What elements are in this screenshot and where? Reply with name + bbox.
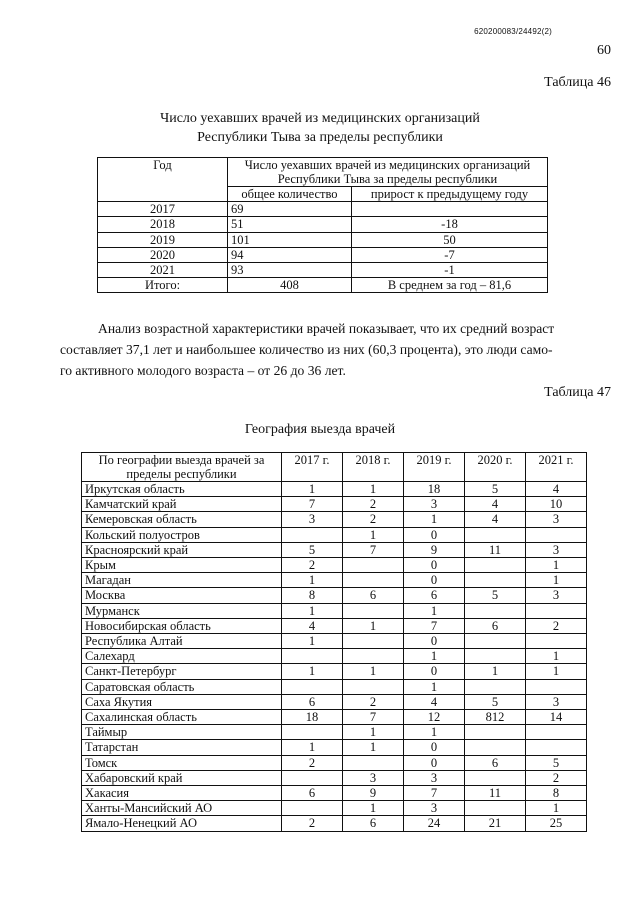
region-cell: Санкт-Петербург xyxy=(82,664,282,679)
region-cell: Саха Якутия xyxy=(82,694,282,709)
value-cell: 4 xyxy=(526,482,587,497)
region-cell: Камчатский край xyxy=(82,497,282,512)
value-cell: 6 xyxy=(282,694,343,709)
value-cell xyxy=(343,603,404,618)
value-cell: 3 xyxy=(526,542,587,557)
table-row xyxy=(82,482,587,497)
total-sum-cell: 408 xyxy=(228,278,352,293)
col-region-header: По географии выезда врачей за пределы республики xyxy=(82,453,282,482)
value-cell xyxy=(526,740,587,755)
value-cell xyxy=(465,649,526,664)
region-cell: Красноярский край xyxy=(82,542,282,557)
value-cell xyxy=(526,527,587,542)
region-cell: Татарстан xyxy=(82,740,282,755)
col-growth-header: прирост к предыдущему году xyxy=(352,187,548,202)
value-cell: 1 xyxy=(404,649,465,664)
value-cell: 11 xyxy=(465,786,526,801)
col-year-header: 2020 г. xyxy=(465,453,526,482)
value-cell: 21 xyxy=(465,816,526,831)
value-cell: 1 xyxy=(526,801,587,816)
total-cell: 101 xyxy=(228,232,352,247)
table-46-title-line2: Республики Тыва за пределы республики xyxy=(197,130,443,145)
value-cell: 1 xyxy=(404,603,465,618)
table-row xyxy=(82,725,587,740)
document-id: 620200083/24492(2) xyxy=(474,27,552,36)
value-cell: 25 xyxy=(526,816,587,831)
value-cell: 2 xyxy=(343,512,404,527)
value-cell: 10 xyxy=(526,497,587,512)
value-cell: 1 xyxy=(404,512,465,527)
value-cell: 1 xyxy=(343,527,404,542)
value-cell: 6 xyxy=(343,588,404,603)
value-cell xyxy=(465,740,526,755)
value-cell xyxy=(343,679,404,694)
table-row xyxy=(82,770,587,785)
table-row xyxy=(82,603,587,618)
value-cell: 2 xyxy=(282,755,343,770)
table-46-title xyxy=(0,109,640,147)
year-cell: 2020 xyxy=(98,247,228,262)
value-cell xyxy=(465,679,526,694)
col-year-header: 2017 г. xyxy=(282,453,343,482)
table-46-body xyxy=(98,158,548,293)
value-cell: 2 xyxy=(526,770,587,785)
region-cell: Хакасия xyxy=(82,786,282,801)
value-cell: 5 xyxy=(465,694,526,709)
value-cell: 1 xyxy=(404,725,465,740)
value-cell xyxy=(282,679,343,694)
table-47-label: Таблица 47 xyxy=(544,385,611,400)
growth-cell: -18 xyxy=(352,217,548,232)
value-cell: 24 xyxy=(404,816,465,831)
table-row xyxy=(82,634,587,649)
value-cell: 1 xyxy=(282,573,343,588)
table-47-title: География выезда врачей xyxy=(244,422,396,437)
value-cell: 3 xyxy=(404,497,465,512)
total-cell: 93 xyxy=(228,263,352,278)
region-cell: Томск xyxy=(82,755,282,770)
value-cell xyxy=(526,679,587,694)
value-cell: 1 xyxy=(343,664,404,679)
total-cell: 69 xyxy=(228,202,352,217)
value-cell: 3 xyxy=(526,694,587,709)
table-row xyxy=(82,664,587,679)
growth-cell: 50 xyxy=(352,232,548,247)
value-cell: 5 xyxy=(465,588,526,603)
value-cell: 1 xyxy=(282,664,343,679)
value-cell xyxy=(282,770,343,785)
value-cell: 18 xyxy=(282,710,343,725)
table-row xyxy=(98,202,548,217)
value-cell: 1 xyxy=(343,482,404,497)
value-cell: 1 xyxy=(343,725,404,740)
value-cell: 7 xyxy=(282,497,343,512)
value-cell: 3 xyxy=(404,770,465,785)
table-row xyxy=(82,710,587,725)
value-cell: 1 xyxy=(526,573,587,588)
value-cell xyxy=(465,527,526,542)
page-number: 60 xyxy=(597,43,611,58)
value-cell: 1 xyxy=(343,618,404,633)
col-year-header: 2021 г. xyxy=(526,453,587,482)
region-cell: Москва xyxy=(82,588,282,603)
value-cell: 0 xyxy=(404,740,465,755)
value-cell: 2 xyxy=(526,618,587,633)
value-cell: 14 xyxy=(526,710,587,725)
table-row xyxy=(82,694,587,709)
value-cell xyxy=(465,725,526,740)
region-cell: Крым xyxy=(82,558,282,573)
table-row xyxy=(82,740,587,755)
value-cell xyxy=(526,725,587,740)
value-cell: 2 xyxy=(343,694,404,709)
paragraph-line: составляет 37,1 лет и наибольшее количество из них (60,3 процента), это люди само- xyxy=(60,342,553,357)
region-cell: Салехард xyxy=(82,649,282,664)
value-cell: 1 xyxy=(404,679,465,694)
col-year-header: 2019 г. xyxy=(404,453,465,482)
table-row xyxy=(82,816,587,831)
value-cell: 5 xyxy=(465,482,526,497)
value-cell: 4 xyxy=(465,512,526,527)
value-cell: 7 xyxy=(404,786,465,801)
value-cell xyxy=(282,527,343,542)
value-cell xyxy=(343,649,404,664)
value-cell: 3 xyxy=(404,801,465,816)
total-cell: 51 xyxy=(228,217,352,232)
table-row xyxy=(82,588,587,603)
value-cell: 6 xyxy=(465,755,526,770)
value-cell: 1 xyxy=(282,634,343,649)
year-cell: 2019 xyxy=(98,232,228,247)
average-cell: В среднем за год – 81,6 xyxy=(352,278,548,293)
value-cell: 11 xyxy=(465,542,526,557)
value-cell: 1 xyxy=(526,664,587,679)
value-cell: 3 xyxy=(282,512,343,527)
table-row xyxy=(82,497,587,512)
value-cell: 2 xyxy=(282,816,343,831)
table-46 xyxy=(97,157,548,293)
value-cell: 5 xyxy=(526,755,587,770)
region-cell: Ямало-Ненецкий АО xyxy=(82,816,282,831)
value-cell xyxy=(465,603,526,618)
value-cell xyxy=(282,801,343,816)
value-cell: 1 xyxy=(282,603,343,618)
region-cell: Кемеровская область xyxy=(82,512,282,527)
region-cell: Сахалинская область xyxy=(82,710,282,725)
table-row xyxy=(82,649,587,664)
table-row xyxy=(82,679,587,694)
value-cell: 1 xyxy=(526,649,587,664)
value-cell: 8 xyxy=(282,588,343,603)
analysis-paragraph xyxy=(60,318,612,381)
region-cell: Кольский полуостров xyxy=(82,527,282,542)
table-46-title-line1: Число уехавших врачей из медицинских организаций xyxy=(160,111,480,126)
region-cell: Мурманск xyxy=(82,603,282,618)
growth-cell: -7 xyxy=(352,247,548,262)
growth-cell xyxy=(352,202,548,217)
value-cell xyxy=(465,634,526,649)
paragraph-line: Анализ возрастной характеристики врачей показывает, что их средний возраст xyxy=(98,321,555,336)
table-row xyxy=(82,801,587,816)
region-cell: Республика Алтай xyxy=(82,634,282,649)
col-group-header: Число уехавших врачей из медицинских организаций Республики Тыва за пределы республики xyxy=(228,158,548,187)
table-row xyxy=(82,558,587,573)
value-cell: 1 xyxy=(343,740,404,755)
value-cell xyxy=(343,634,404,649)
value-cell: 18 xyxy=(404,482,465,497)
region-cell: Саратовская область xyxy=(82,679,282,694)
value-cell xyxy=(343,573,404,588)
value-cell: 4 xyxy=(404,694,465,709)
value-cell: 12 xyxy=(404,710,465,725)
table-row xyxy=(82,512,587,527)
value-cell: 1 xyxy=(282,482,343,497)
table-row xyxy=(82,755,587,770)
paragraph-line: го активного молодого возраста – от 26 до 36 лет. xyxy=(60,363,346,378)
value-cell: 5 xyxy=(282,542,343,557)
table-row xyxy=(82,786,587,801)
value-cell xyxy=(282,649,343,664)
region-cell: Таймыр xyxy=(82,725,282,740)
value-cell: 6 xyxy=(282,786,343,801)
region-cell: Иркутская область xyxy=(82,482,282,497)
region-cell: Магадан xyxy=(82,573,282,588)
table-row xyxy=(98,263,548,278)
value-cell: 3 xyxy=(526,512,587,527)
value-cell: 0 xyxy=(404,755,465,770)
table-total-row xyxy=(98,278,548,293)
value-cell: 4 xyxy=(282,618,343,633)
region-cell: Хабаровский край xyxy=(82,770,282,785)
value-cell: 7 xyxy=(404,618,465,633)
value-cell: 1 xyxy=(343,801,404,816)
value-cell: 1 xyxy=(526,558,587,573)
col-total-header: общее количество xyxy=(228,187,352,202)
value-cell: 6 xyxy=(343,816,404,831)
value-cell: 2 xyxy=(343,497,404,512)
value-cell: 9 xyxy=(404,542,465,557)
growth-cell: -1 xyxy=(352,263,548,278)
table-47 xyxy=(81,452,587,832)
table-row xyxy=(82,618,587,633)
value-cell: 1 xyxy=(282,740,343,755)
value-cell xyxy=(465,558,526,573)
value-cell xyxy=(465,801,526,816)
value-cell: 0 xyxy=(404,664,465,679)
value-cell: 6 xyxy=(404,588,465,603)
value-cell xyxy=(465,573,526,588)
value-cell: 0 xyxy=(404,634,465,649)
value-cell: 2 xyxy=(282,558,343,573)
region-cell: Ханты-Мансийский АО xyxy=(82,801,282,816)
year-cell: 2018 xyxy=(98,217,228,232)
value-cell: 812 xyxy=(465,710,526,725)
value-cell xyxy=(526,603,587,618)
table-row xyxy=(82,542,587,557)
table-header-row xyxy=(98,158,548,187)
value-cell: 9 xyxy=(343,786,404,801)
value-cell: 0 xyxy=(404,573,465,588)
value-cell: 8 xyxy=(526,786,587,801)
value-cell xyxy=(282,725,343,740)
value-cell: 3 xyxy=(343,770,404,785)
value-cell: 3 xyxy=(526,588,587,603)
total-label-cell: Итого: xyxy=(98,278,228,293)
table-row xyxy=(82,527,587,542)
total-cell: 94 xyxy=(228,247,352,262)
value-cell xyxy=(526,634,587,649)
table-row xyxy=(98,247,548,262)
col-year-header: Год xyxy=(98,158,228,202)
value-cell: 4 xyxy=(465,497,526,512)
table-row xyxy=(98,217,548,232)
value-cell xyxy=(465,770,526,785)
value-cell: 1 xyxy=(465,664,526,679)
table-row xyxy=(98,232,548,247)
year-cell: 2017 xyxy=(98,202,228,217)
table-47-body xyxy=(82,453,587,832)
year-cell: 2021 xyxy=(98,263,228,278)
value-cell: 6 xyxy=(465,618,526,633)
value-cell xyxy=(343,755,404,770)
value-cell: 0 xyxy=(404,558,465,573)
value-cell: 7 xyxy=(343,542,404,557)
table-row xyxy=(82,573,587,588)
region-cell: Новосибирская область xyxy=(82,618,282,633)
value-cell: 7 xyxy=(343,710,404,725)
value-cell xyxy=(343,558,404,573)
col-year-header: 2018 г. xyxy=(343,453,404,482)
table-46-label: Таблица 46 xyxy=(544,75,611,90)
value-cell: 0 xyxy=(404,527,465,542)
table-header-row xyxy=(82,453,587,482)
